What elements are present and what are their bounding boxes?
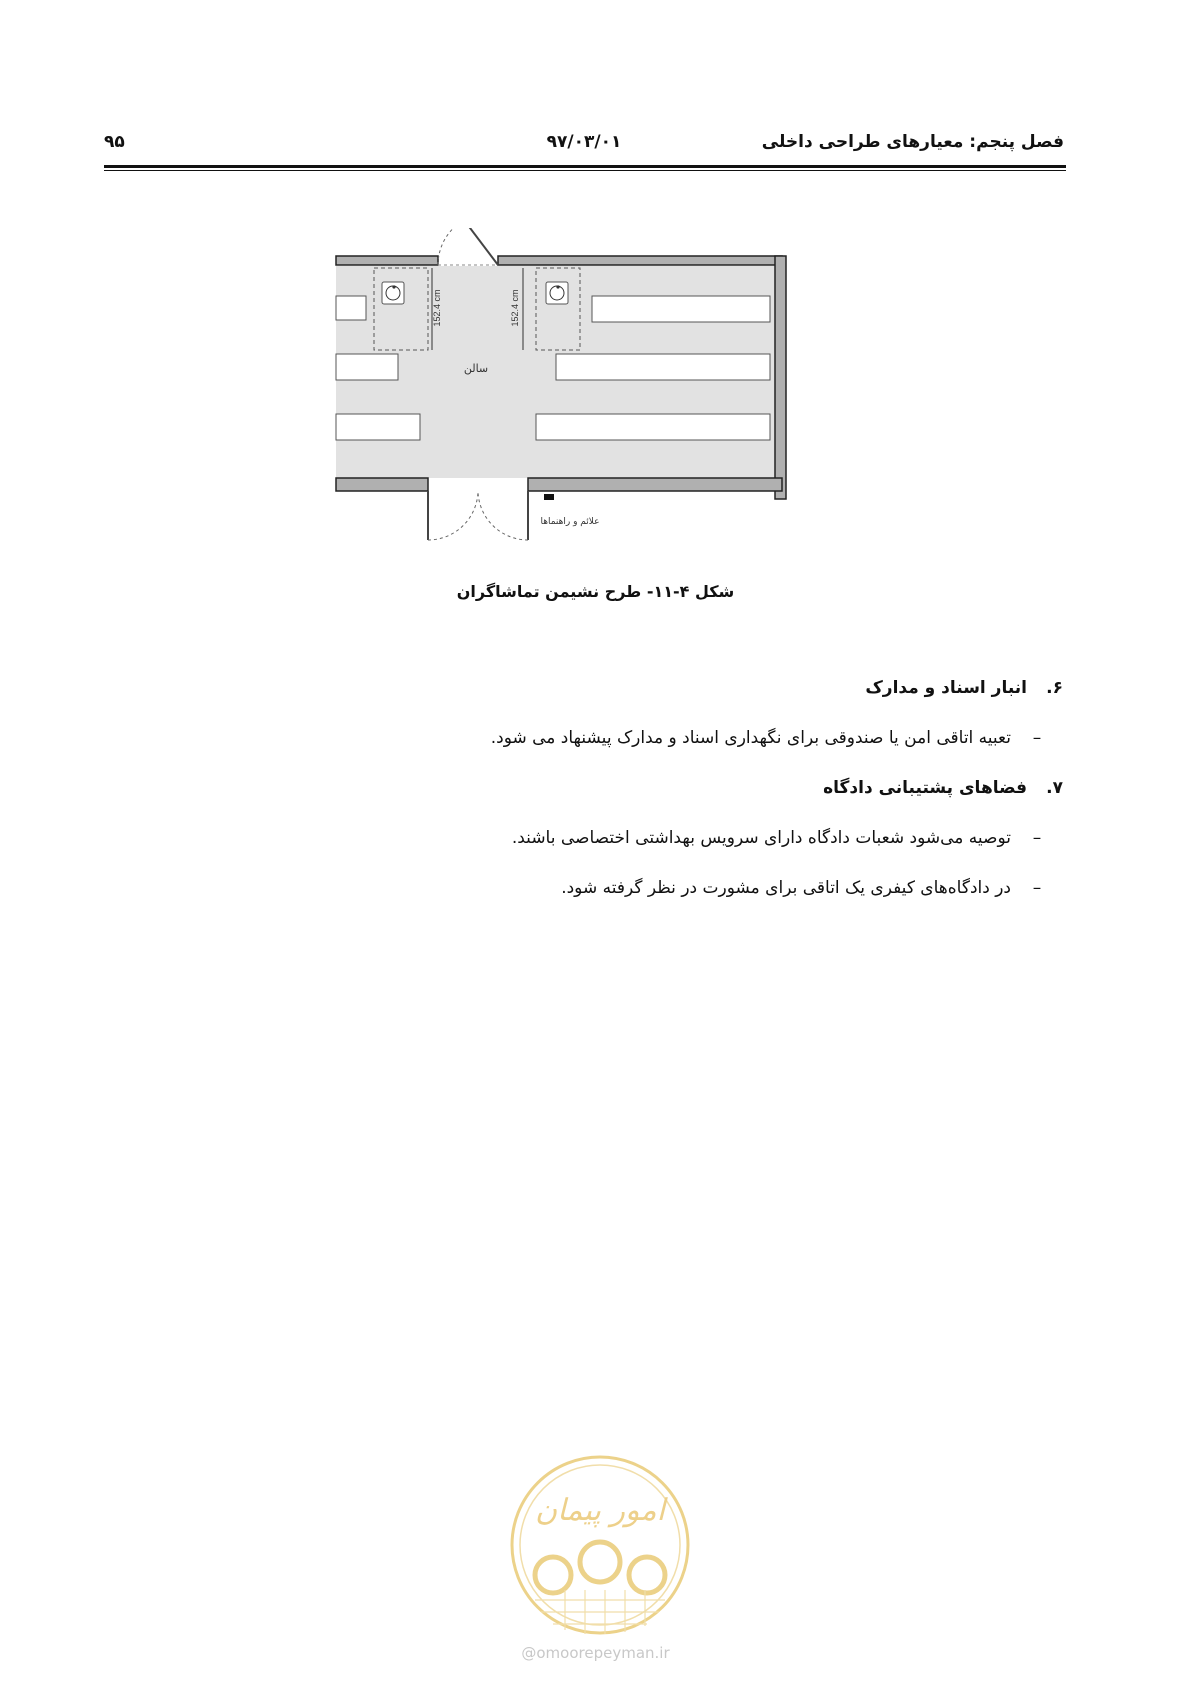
seat-row xyxy=(336,414,420,440)
wheelchair-icon xyxy=(382,282,404,304)
dimension-label-left: 152.4 cm xyxy=(432,289,442,327)
page-header xyxy=(104,128,1064,158)
section-title: فضاهای پشتیبانی دادگاه xyxy=(823,778,1027,798)
watermark-logo-text: امور پیمان xyxy=(535,1493,665,1528)
wheelchair-icon xyxy=(546,282,568,304)
top-wall-right xyxy=(498,256,782,265)
top-door-leaf xyxy=(464,228,498,265)
seat-row xyxy=(336,296,366,320)
seat-row xyxy=(592,296,770,322)
seating-floor-plan xyxy=(330,228,850,558)
section-title: انبار اسناد و مدارک xyxy=(865,678,1027,698)
header-rule-thick xyxy=(104,165,1066,168)
bullet-dash: – xyxy=(1032,878,1042,898)
figure-caption: شکل ۴-۱۱- طرح نشیمن تماشاگران xyxy=(456,582,735,601)
chapter-title: فصل پنجم: معیارهای طراحی داخلی xyxy=(761,132,1064,152)
header-date: ۹۷/۰۳/۰۱ xyxy=(546,132,622,152)
bullet-text: در دادگاه‌های کیفری یک اتاقی برای مشورت در نظر گرفته شود. xyxy=(561,878,1011,898)
bullet-text: توصیه می‌شود شعبات دادگاه دارای سرویس بهداشتی اختصاصی باشند. xyxy=(511,828,1011,848)
watermark-logo xyxy=(505,1450,695,1665)
bullet-dash: – xyxy=(1032,728,1042,748)
bottom-door-right-arc xyxy=(478,491,528,540)
top-door-arc xyxy=(438,228,464,265)
bottom-wall-right xyxy=(528,478,782,491)
bullet-item xyxy=(491,728,1063,748)
dimension-label-right: 152.4 cm xyxy=(510,289,520,327)
top-wall-left xyxy=(336,256,438,265)
hall-label: سالن xyxy=(463,362,489,375)
signage-label: علائم و راهنماها xyxy=(540,517,600,527)
bullet-text: تعبیه اتاقی امن یا صندوقی برای نگهداری اسناد و مدارک پیشنهاد می شود. xyxy=(490,728,1011,748)
page-number: ۹۵ xyxy=(104,132,125,152)
seat-row xyxy=(556,354,770,380)
bullet-item xyxy=(512,828,1063,848)
bullet-item xyxy=(561,878,1063,898)
section-number: ۶. xyxy=(1046,678,1063,698)
watermark-url: @omoorepeyman.ir xyxy=(521,1644,670,1662)
bullet-dash: – xyxy=(1032,828,1042,848)
seat-row xyxy=(536,414,770,440)
section-heading-6 xyxy=(865,678,1063,698)
section-number: ۷. xyxy=(1046,778,1063,798)
right-wall xyxy=(775,256,786,499)
seat-row xyxy=(336,354,398,380)
section-heading-7 xyxy=(823,778,1063,798)
bottom-wall-left xyxy=(336,478,428,491)
bottom-door-left-arc xyxy=(428,491,478,540)
header-rule-thin xyxy=(104,170,1066,171)
signage-marker xyxy=(544,494,554,500)
